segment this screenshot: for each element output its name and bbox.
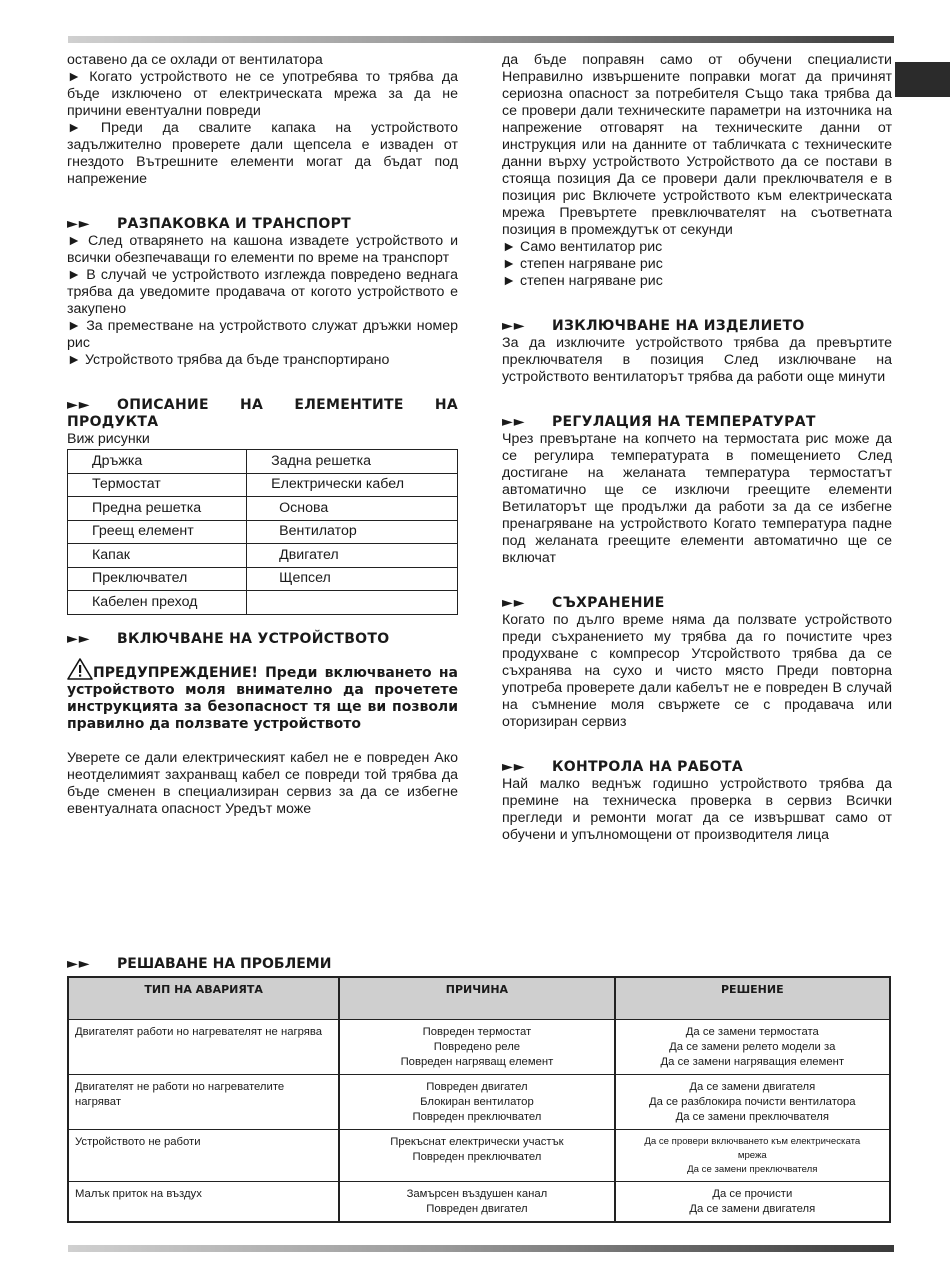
column-header: ТИП НА АВАРИЯТА bbox=[68, 977, 339, 1020]
table-cell: Преключвател bbox=[68, 567, 247, 591]
list-item: ► В случай че устройството изглежда повредено веднага трябва да уведомите продавача от когото устройството е закупено bbox=[67, 267, 458, 318]
section-heading-storage: ►► СЪХРАНЕНИЕ bbox=[502, 595, 665, 611]
section-heading-switch-on: ►► ВКЛЮЧВАНЕ НА УСТРОЙСТВОТО bbox=[67, 630, 390, 647]
table-row bbox=[68, 567, 458, 591]
paragraph: да бъде поправян само от обучени специалисти Неправилно извършените поправки могат да причинят сериозна опасност за потребителя Също така трябва да се провери дали техническите параметри на източника на напрежение отговарят на техническите данни от инструкция или на данните от табличката с техническите данни върху устройството Устройството да се постави в стояща позиция Да се провери дали преключвателя е в позиция рис Включете устройството към електрическата мрежа Превъртете превключвателят на съответната позиция в промеждутък от секунди bbox=[502, 52, 892, 238]
table-cell: Щепсел bbox=[247, 567, 458, 591]
arrow-marker-icon: ►► bbox=[502, 414, 526, 430]
arrow-marker-icon: ►► bbox=[502, 595, 526, 611]
table-cell bbox=[247, 591, 458, 615]
section-heading-unpacking: ►► РАЗПАКОВКА И ТРАНСПОРТ bbox=[67, 216, 352, 232]
fault-cell: Малък приток на въздух bbox=[68, 1182, 339, 1223]
list-item: ► Само вентилатор рис bbox=[502, 239, 892, 256]
table-row bbox=[68, 473, 458, 497]
warning-triangle-icon bbox=[67, 658, 93, 680]
arrow-marker-icon: ►► bbox=[67, 397, 91, 413]
paragraph: Когато по дълго време няма да ползвате устройството преди съхранението му трябва да го почистите чрез продухване с компресор Утсройството трябва да се съхранява на сухо и чисто място Преди повторна употреба проверете дали кабелът не е повреден В случай на съмнение моля свържете се с продавача или оторизиран сервиз bbox=[502, 612, 892, 730]
bottom-decorative-bar bbox=[68, 1245, 894, 1252]
section-heading-switch-off: ►► ИЗКЛЮЧВАНЕ НА ИЗДЕЛИЕТО bbox=[502, 318, 805, 334]
table-cell: Вентилатор bbox=[247, 520, 458, 544]
table-cell: Основа bbox=[247, 497, 458, 521]
table-cell: Двигател bbox=[247, 544, 458, 568]
table-cell: Греещ елемент bbox=[68, 520, 247, 544]
arrow-marker-icon: ►► bbox=[67, 956, 91, 972]
intro-bullet: ► Когато устройството не се употребява то трябва да бъде изключено от електрическата мрежа за да не причини евентуални повреди bbox=[67, 69, 458, 120]
fault-cell: Двигателят не работи но нагревателите нагряват bbox=[68, 1075, 339, 1130]
column-header: ПРИЧИНА bbox=[339, 977, 614, 1020]
see-figures-text: Виж рисунки bbox=[67, 431, 150, 447]
top-decorative-bar bbox=[68, 36, 894, 43]
right-column bbox=[502, 52, 892, 844]
cause-cell: Повреден термостат Повредено реле Повреден нагряващ елемент bbox=[339, 1020, 614, 1075]
section-heading-description: ►► ОПИСАНИЕ НА ЕЛЕМЕНТИТЕ НА ПРОДУКТА bbox=[67, 397, 458, 430]
section-heading-control: ►► КОНТРОЛА НА РАБОТА bbox=[502, 759, 743, 775]
table-row bbox=[68, 591, 458, 615]
column-header: РЕШЕНИЕ bbox=[615, 977, 890, 1020]
cause-cell: Повреден двигател Блокиран вентилатор Повреден преключвател bbox=[339, 1075, 614, 1130]
left-column bbox=[67, 52, 458, 818]
section-heading-troubleshooting: ►► РЕШАВАНЕ НА ПРОБЛЕМИ bbox=[67, 956, 332, 972]
paragraph: За да изключите устройството трябва да превъртите преключвателя в позиция След изключване на устройството вентилаторът трябва да работи още минути bbox=[502, 335, 892, 385]
table-header-row bbox=[68, 977, 890, 1020]
table-cell: Термостат bbox=[68, 473, 247, 497]
table-row bbox=[68, 497, 458, 521]
table-row bbox=[68, 1020, 890, 1075]
arrow-marker-icon: ►► bbox=[502, 759, 526, 775]
warning-text: ПРЕДУПРЕЖДЕНИЕ! Преди включването на устройството моля внимателно да прочетете инструкцията за безопасност тя ще ви позволи правилно да ползвате устройството bbox=[67, 658, 458, 733]
arrow-marker-icon: ►► bbox=[502, 318, 526, 334]
table-cell: Кабелен преход bbox=[68, 591, 247, 615]
table-row bbox=[68, 1075, 890, 1130]
table-row bbox=[68, 450, 458, 474]
parts-table bbox=[67, 449, 458, 615]
section-heading-regulation: ►► РЕГУЛАЦИЯ НА ТЕМПЕРАТУРАТ bbox=[502, 414, 816, 430]
solution-cell: Да се провери включването към електрическата мрежа Да се замени преключвателя bbox=[615, 1130, 890, 1182]
list-item: ► За преместване на устройството служат дръжки номер рис bbox=[67, 318, 458, 352]
table-row bbox=[68, 520, 458, 544]
table-cell: Електрически кабел bbox=[247, 473, 458, 497]
paragraph: Уверете се дали електрическият кабел не е повреден Ако неотделимият захранващ кабел се повреди той трябва да бъде сменен в специализиран сервиз за да се избегне евентуалната опасност Уредът може bbox=[67, 749, 458, 817]
table-row bbox=[68, 1182, 890, 1223]
list-item: ► Устройството трябва да бъде транспортирано bbox=[67, 352, 458, 369]
solution-cell: Да се замени термостата Да се замени релето модели за Да се замени нагряващия елемент bbox=[615, 1020, 890, 1075]
solution-cell: Да се замени двигателя Да се разблокира почисти вентилатора Да се замени преключвателя bbox=[615, 1075, 890, 1130]
cause-cell: Прекъснат електрически участък Повреден преключвател bbox=[339, 1130, 614, 1182]
intro-line: оставено да се охлади от вентилатора bbox=[67, 52, 323, 68]
table-cell: Дръжка bbox=[68, 450, 247, 474]
table-cell: Предна решетка bbox=[68, 497, 247, 521]
intro-bullet: ► Преди да свалите капака на устройството задължително проверете дали щепсела е изваден от гнездото Вътрешните елементи могат да бъдат под напрежение bbox=[67, 120, 458, 188]
table-cell: Капак bbox=[68, 544, 247, 568]
list-item: ► След отварянето на кашона извадете устройството и всички обезпечаващи го елементи по време на транспорт bbox=[67, 233, 458, 267]
fault-cell: Устройството не работи bbox=[68, 1130, 339, 1182]
table-cell: Задна решетка bbox=[247, 450, 458, 474]
arrow-marker-icon: ►► bbox=[67, 216, 91, 232]
paragraph: Най малко веднъж годишно устройството трябва да премине на техническа проверка в сервиз Всички прегледи и ремонти могат да се извършват само от обучени и упълномощени от производителя лица bbox=[502, 776, 892, 843]
fault-cell: Двигателят работи но нагревателят не нагрява bbox=[68, 1020, 339, 1075]
solution-cell: Да се прочисти Да се замени двигателя bbox=[615, 1182, 890, 1223]
language-tab bbox=[895, 62, 950, 97]
table-row bbox=[68, 544, 458, 568]
arrow-marker-icon: ►► bbox=[67, 630, 91, 647]
paragraph: Чрез превъртане на копчето на термостата рис може да се регулира температурата в помещението След достигане на желаната температура термостатът автоматично ще се изключи греещите елементи Ветилаторът ще продължи да работи за да се избегне пренагряване на устройството Когато температура падне под желаната греещите елементи автоматично ще се включат bbox=[502, 431, 892, 566]
list-item: ► степен нагряване рис bbox=[502, 256, 892, 273]
troubleshooting-table bbox=[67, 976, 891, 1223]
cause-cell: Замърсен въздушен канал Повреден двигател bbox=[339, 1182, 614, 1223]
list-item: ► степен нагряване рис bbox=[502, 273, 892, 290]
table-row bbox=[68, 1130, 890, 1182]
